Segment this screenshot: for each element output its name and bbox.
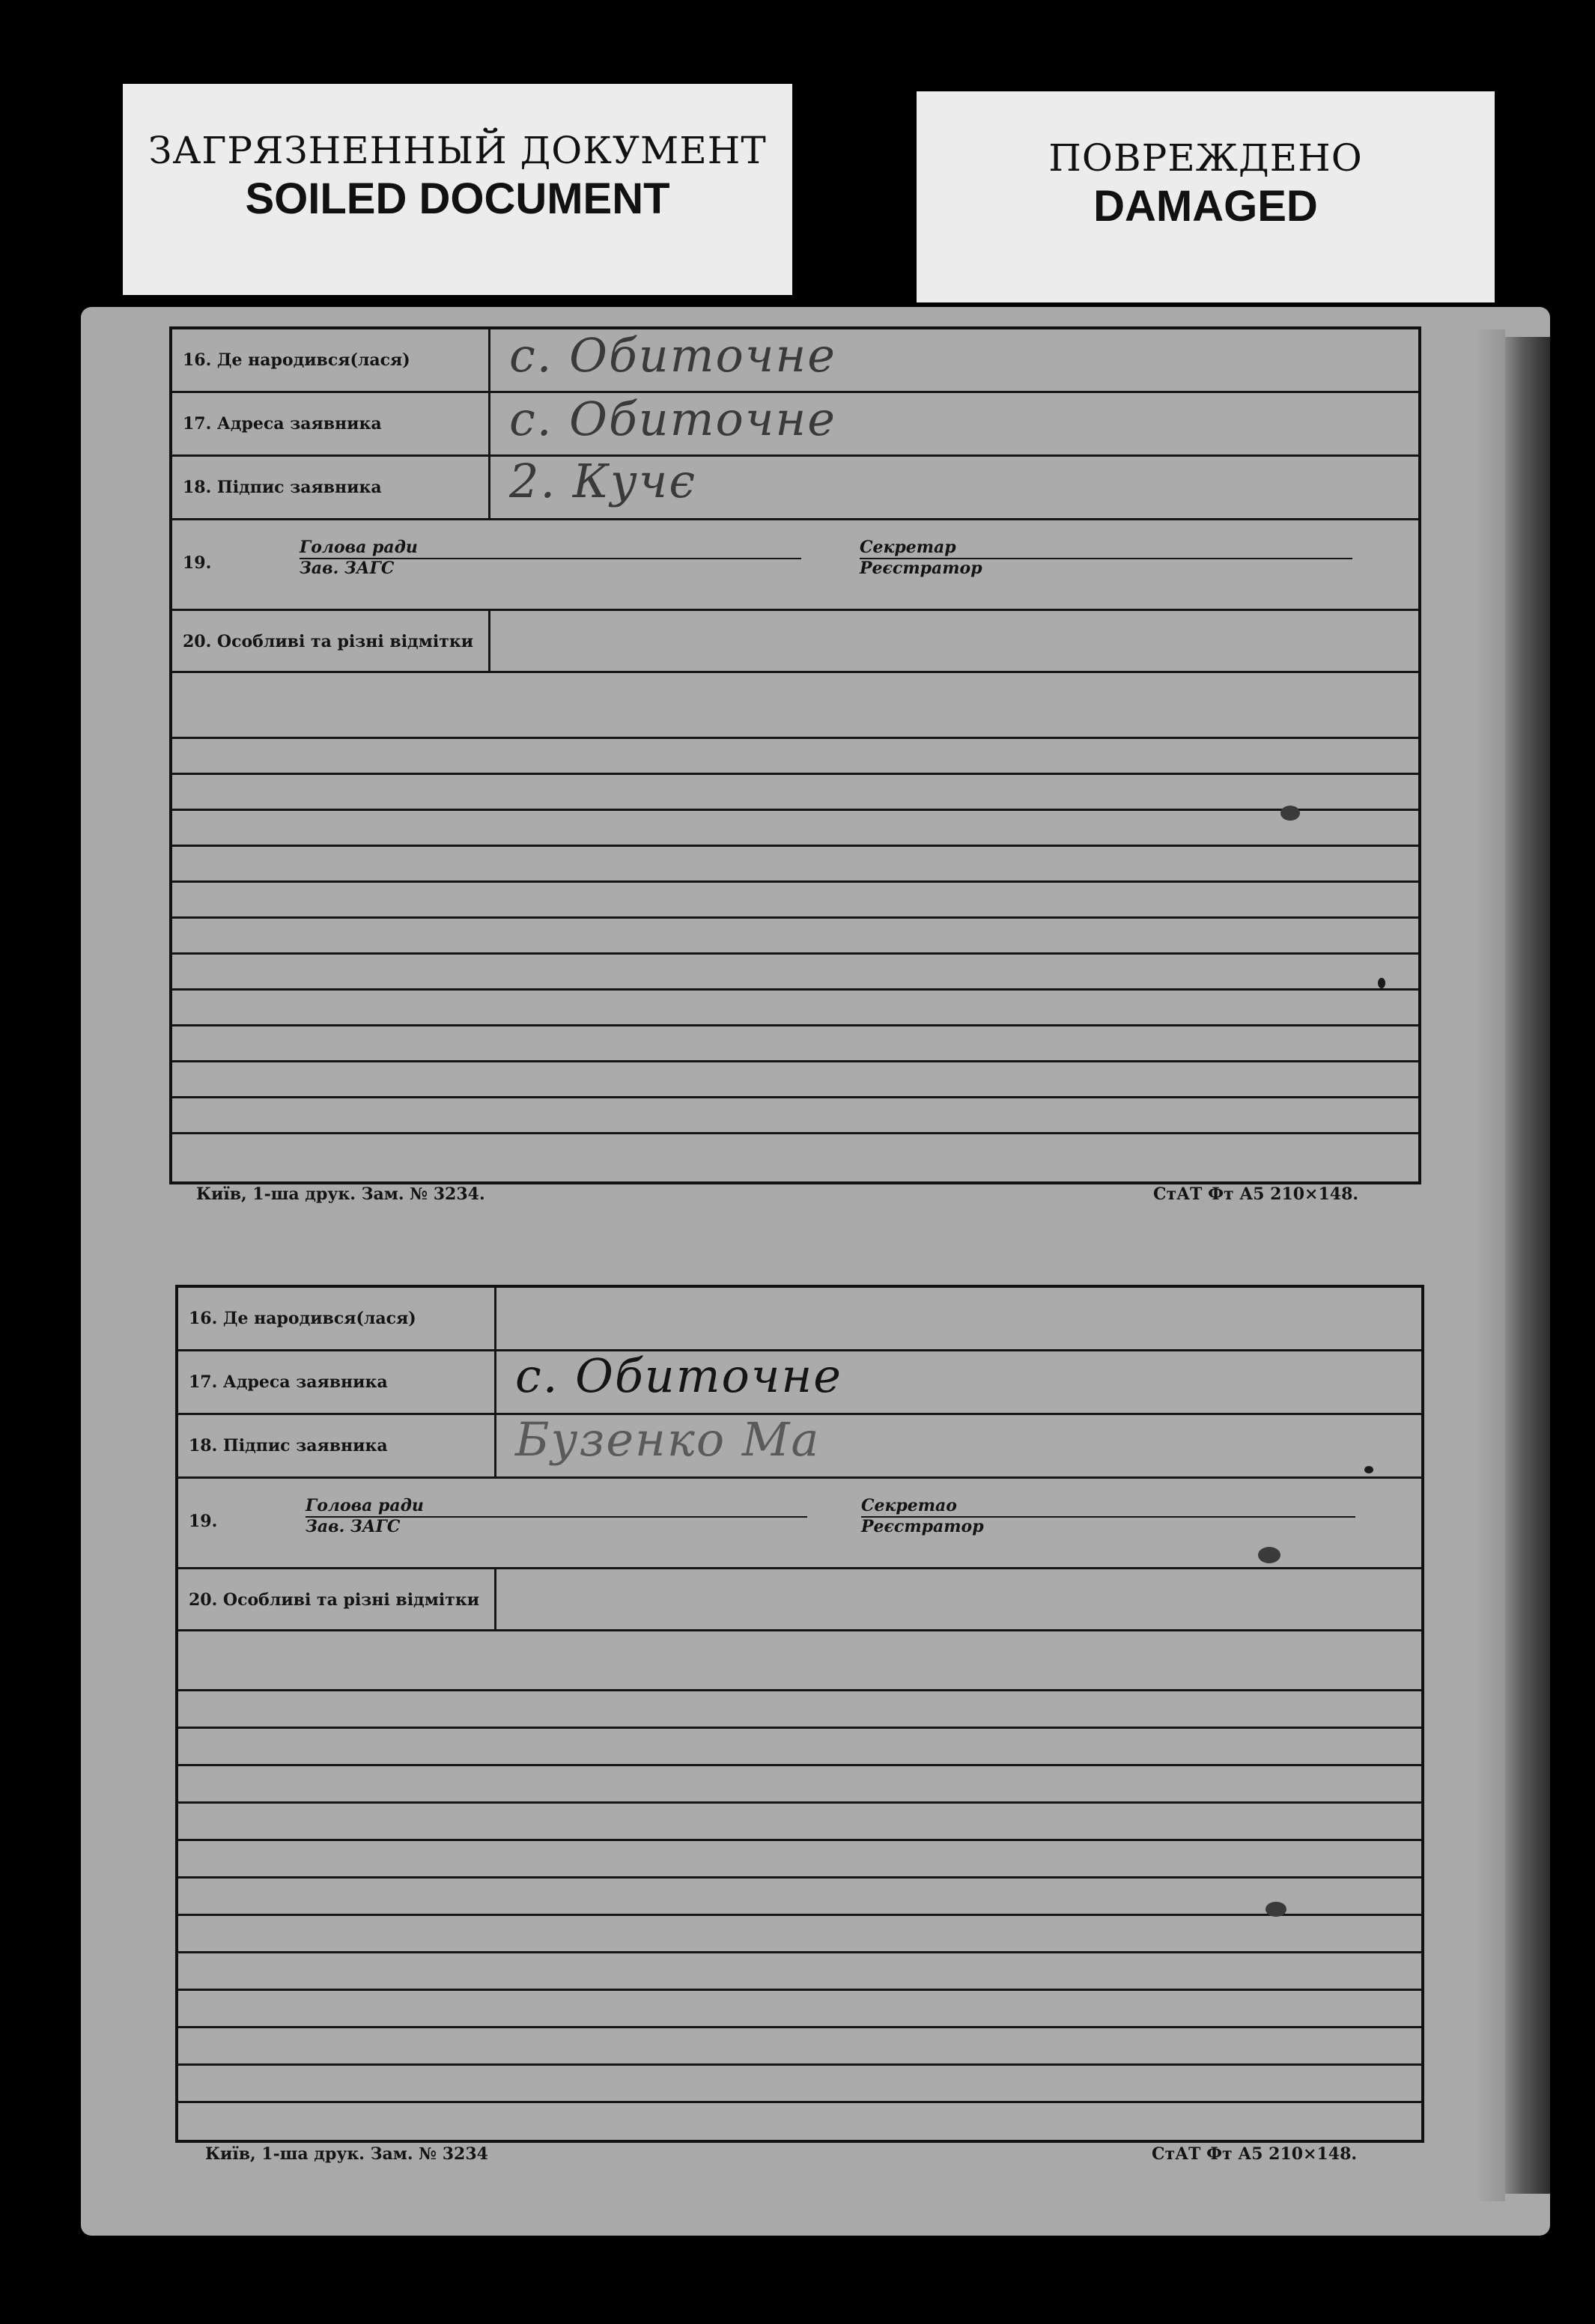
form-top-print-info: Київ, 1-ша друк. Зам. № 3234. [196, 1184, 485, 1204]
notes-rule [172, 1060, 1418, 1062]
stain-spot [1364, 1466, 1373, 1473]
secretary-label: Секретао [861, 1496, 957, 1515]
form-bottom [175, 1285, 1424, 2143]
row-19-officials [172, 520, 1418, 611]
notes-rule [172, 1132, 1418, 1134]
row-17-label: 17. Адреса заявника [189, 1372, 388, 1392]
notes-rule [178, 1689, 1421, 1691]
signature-line-right [860, 558, 1352, 559]
row-divider [488, 393, 490, 454]
form-bottom-form-code: СтАТ Фт А5 210×148. [1152, 2144, 1358, 2164]
row-20-label: 20. Особливі та різні відмітки [189, 1590, 480, 1610]
soiled-label-ru: ЗАГРЯЗНЕННЫЙ ДОКУМЕНТ [148, 129, 767, 172]
row-19-label: 19. [189, 1512, 218, 1531]
head-of-council-label: Голова ради [300, 538, 418, 557]
row-divider [494, 1351, 496, 1413]
registrar-label: Реєстратор [861, 1517, 984, 1536]
notes-rule [178, 1876, 1421, 1879]
registry-head-label: Зав. ЗАГС [300, 559, 395, 578]
row-18-value: Бузенко Ма [515, 1412, 821, 1467]
notes-rule [172, 916, 1418, 919]
sheet-torn-edge [1505, 337, 1550, 2194]
row-20-notes [178, 1569, 1421, 1631]
row-18-value: 2. Кучє [509, 454, 697, 508]
row-17-address [172, 393, 1418, 457]
row-18-label: 18. Підпис заявника [189, 1436, 388, 1455]
row-divider [488, 457, 490, 518]
row-16-birthplace [178, 1288, 1421, 1351]
sheet-edge-shade [1475, 329, 1505, 2201]
notes-rule [178, 1989, 1421, 1991]
row-divider [494, 1415, 496, 1476]
row-17-value: с. Обиточне [509, 392, 836, 446]
row-18-label: 18. Підпис заявника [183, 478, 382, 497]
secretary-label: Секретар [860, 538, 956, 557]
notes-rule [172, 737, 1418, 739]
row-divider [494, 1288, 496, 1349]
signature-line-right [861, 1516, 1355, 1518]
row-16-label: 16. Де народився(лася) [183, 350, 410, 370]
row-16-label: 16. Де народився(лася) [189, 1309, 416, 1328]
row-17-label: 17. Адреса заявника [183, 414, 382, 434]
registry-head-label: Зав. ЗАГС [306, 1517, 401, 1536]
notes-rule [172, 880, 1418, 883]
stain-spot [1378, 978, 1385, 988]
row-divider [488, 329, 490, 391]
notes-rule [172, 988, 1418, 991]
notes-rule [178, 1839, 1421, 1841]
notes-rule [172, 773, 1418, 775]
damaged-document-label [917, 91, 1495, 302]
row-19-officials [178, 1479, 1421, 1569]
notes-rule [178, 2026, 1421, 2028]
notes-rule [178, 2101, 1421, 2103]
row-18-signature [172, 454, 1418, 520]
row-divider [494, 1569, 496, 1629]
notes-rule [172, 845, 1418, 847]
row-20-label: 20. Особливі та різні відмітки [183, 632, 474, 651]
notes-rule [178, 1727, 1421, 1729]
notes-rule [172, 809, 1418, 811]
row-17-address [178, 1348, 1421, 1415]
signature-line-left [306, 1516, 807, 1518]
stain-spot [1280, 806, 1300, 821]
notes-rule [172, 1024, 1418, 1026]
soiled-label-en: SOILED DOCUMENT [245, 174, 670, 223]
row-16-value: с. Обиточне [509, 328, 836, 383]
notes-rule [172, 952, 1418, 955]
damaged-label-en: DAMAGED [1093, 182, 1318, 231]
registrar-label: Реєстратор [860, 559, 982, 578]
notes-rule [172, 1096, 1418, 1098]
notes-rule [178, 2063, 1421, 2066]
damaged-label-ru: ПОВРЕЖДЕНО [1048, 136, 1363, 180]
notes-rule [178, 1764, 1421, 1766]
form-top [169, 326, 1421, 1184]
notes-rule [178, 1951, 1421, 1953]
row-20-notes [172, 611, 1418, 673]
stain-spot [1266, 1902, 1286, 1917]
row-16-birthplace [172, 329, 1418, 393]
form-top-form-code: СтАТ Фт А5 210×148. [1153, 1184, 1359, 1204]
notes-rule [178, 1801, 1421, 1804]
soiled-document-label [123, 84, 792, 295]
signature-line-left [300, 558, 801, 559]
form-bottom-print-info: Київ, 1-ша друк. Зам. № 3234 [205, 2144, 488, 2164]
head-of-council-label: Голова ради [306, 1496, 424, 1515]
row-17-value: с. Обиточне [515, 1348, 842, 1403]
row-18-signature [178, 1412, 1421, 1479]
stain-spot [1258, 1547, 1280, 1563]
row-19-label: 19. [183, 553, 212, 573]
row-divider [488, 611, 490, 671]
notes-rule [178, 1914, 1421, 1916]
